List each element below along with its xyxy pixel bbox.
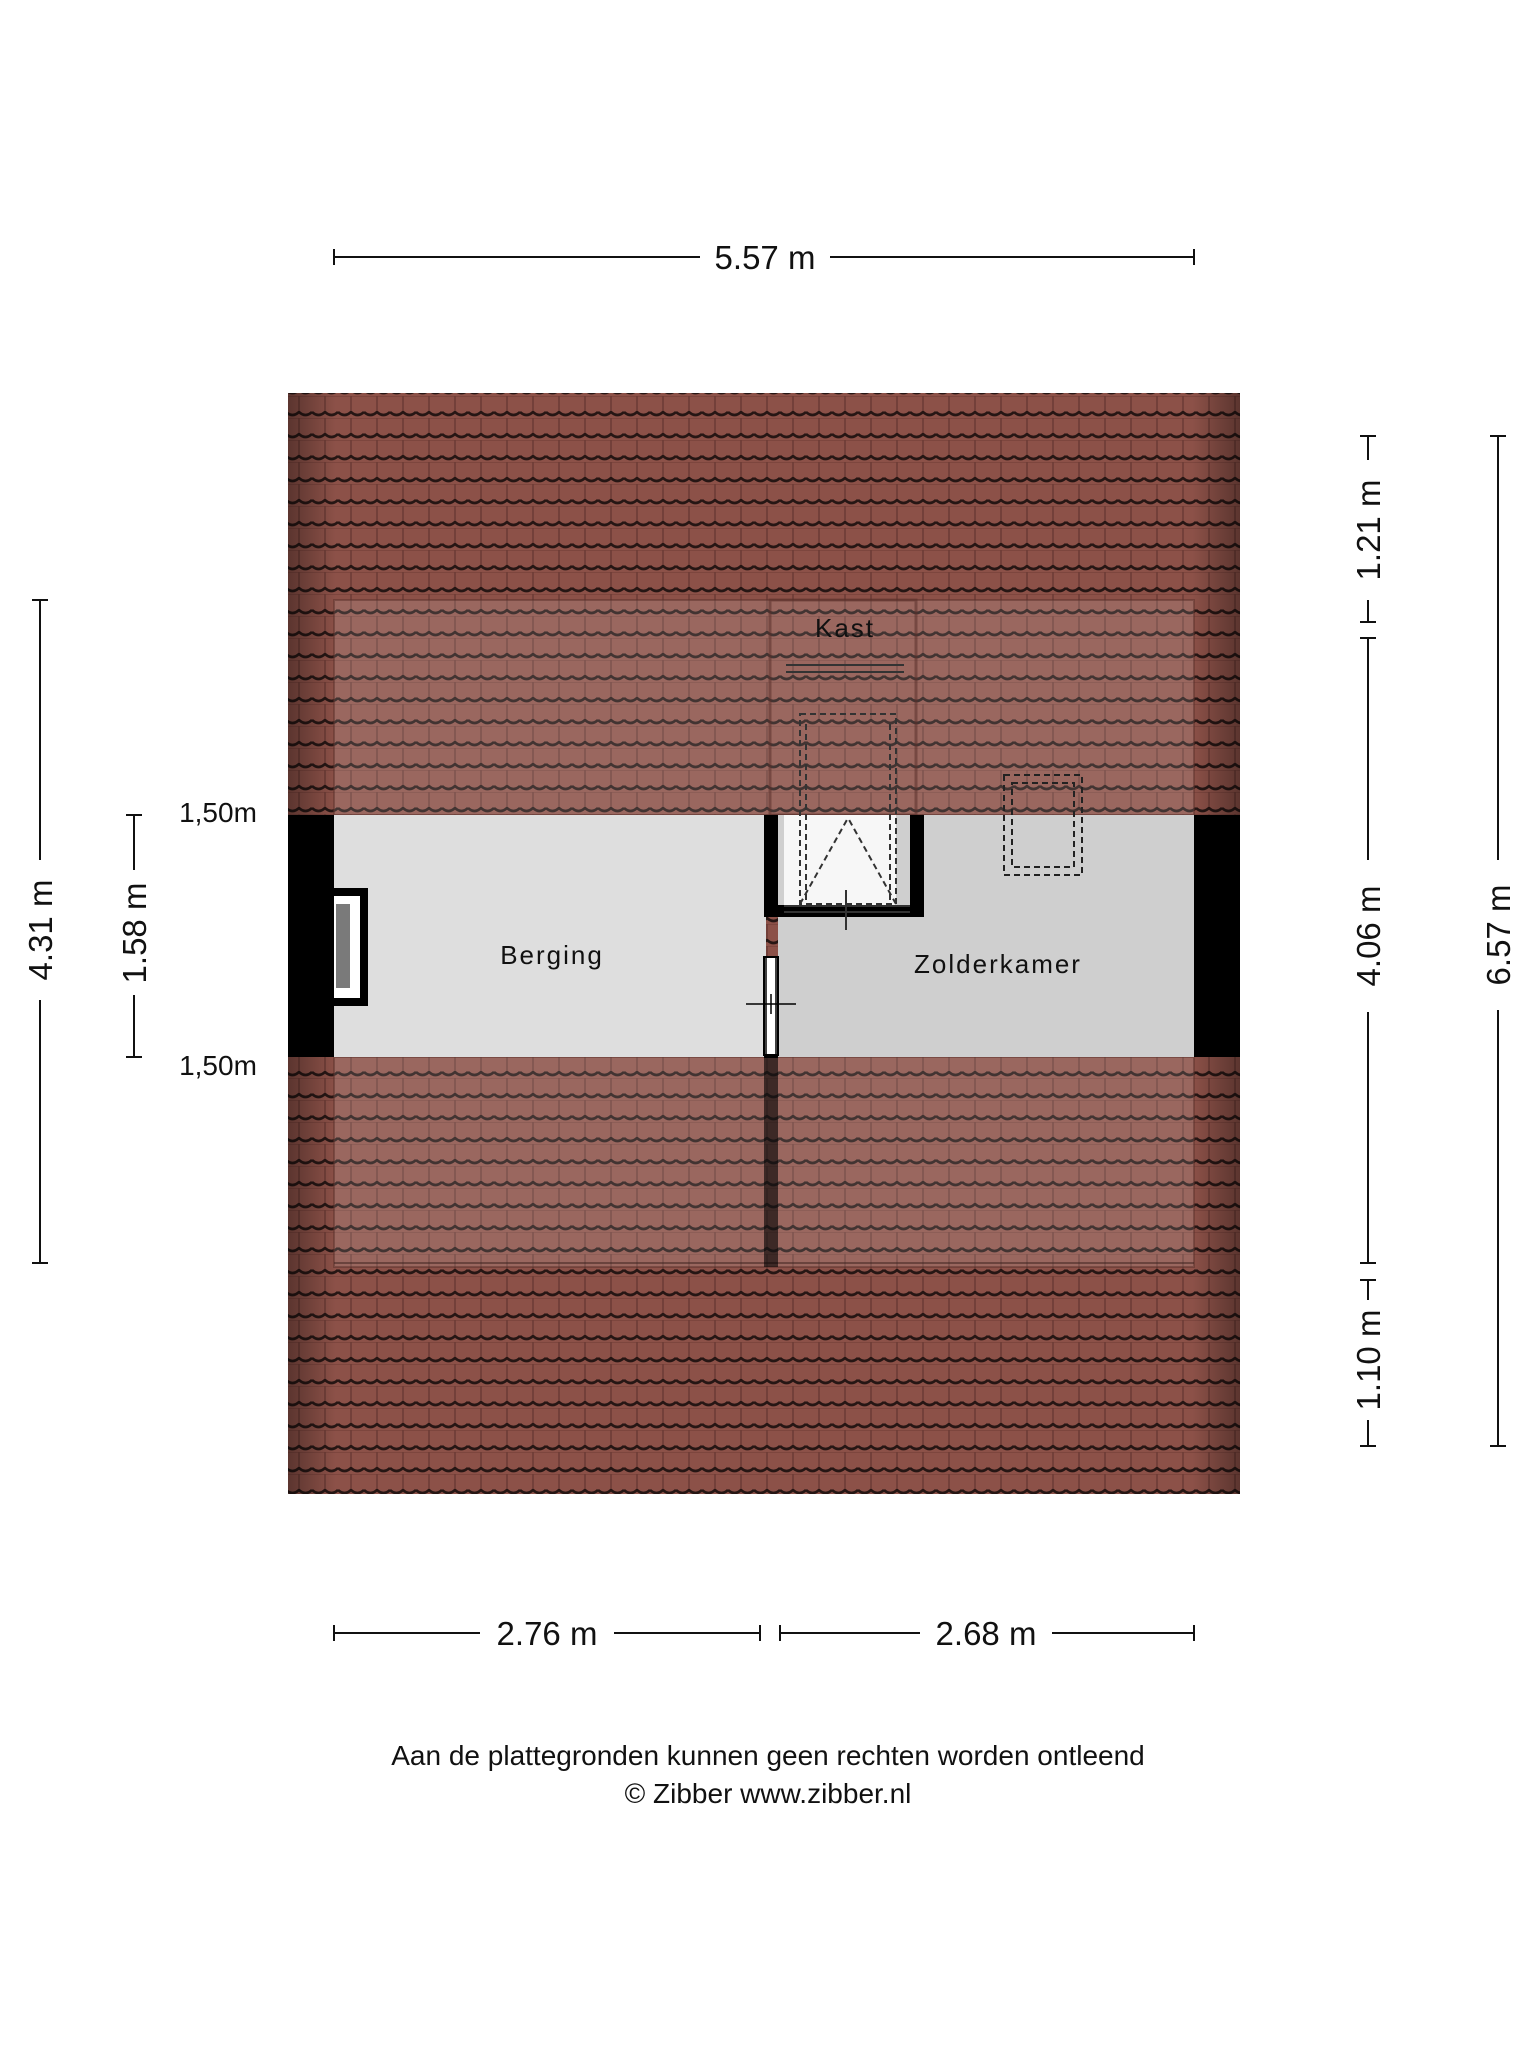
left-wall [288,815,334,1057]
room-label-zolderkamer: Zolderkamer [914,949,1082,979]
dimension-right-top: 1.21 m [1350,479,1387,581]
slope-height-lower: 1,50m [179,1050,257,1081]
dimension-left-inner: 1.58 m [116,882,153,984]
room-label-berging: Berging [500,940,604,970]
footer-copyright: © Zibber www.zibber.nl [624,1778,912,1809]
chimney [334,888,368,1006]
central-partition-wall [764,815,778,917]
dimension-right-outer: 6.57 m [1480,884,1517,986]
dimension-bottom-left: 2.76 m [496,1615,598,1652]
kast-right-wall [910,815,924,917]
dimension-left-outer: 4.31 m [22,879,59,981]
footer-disclaimer: Aan de plattegronden kunnen geen rechten worden ontleend [391,1740,1145,1771]
partition-below-floor [764,1057,778,1267]
dimension-top-width: 5.57 m [714,239,816,276]
dimension-right-middle: 4.06 m [1350,885,1387,987]
dimension-bottom-right: 2.68 m [935,1615,1037,1652]
dimension-right-bottom: 1.10 m [1350,1309,1387,1411]
slope-height-upper: 1,50m [179,797,257,828]
berging-floor [334,815,766,1057]
room-label-kast: Kast [814,613,876,643]
right-wall [1194,815,1240,1057]
